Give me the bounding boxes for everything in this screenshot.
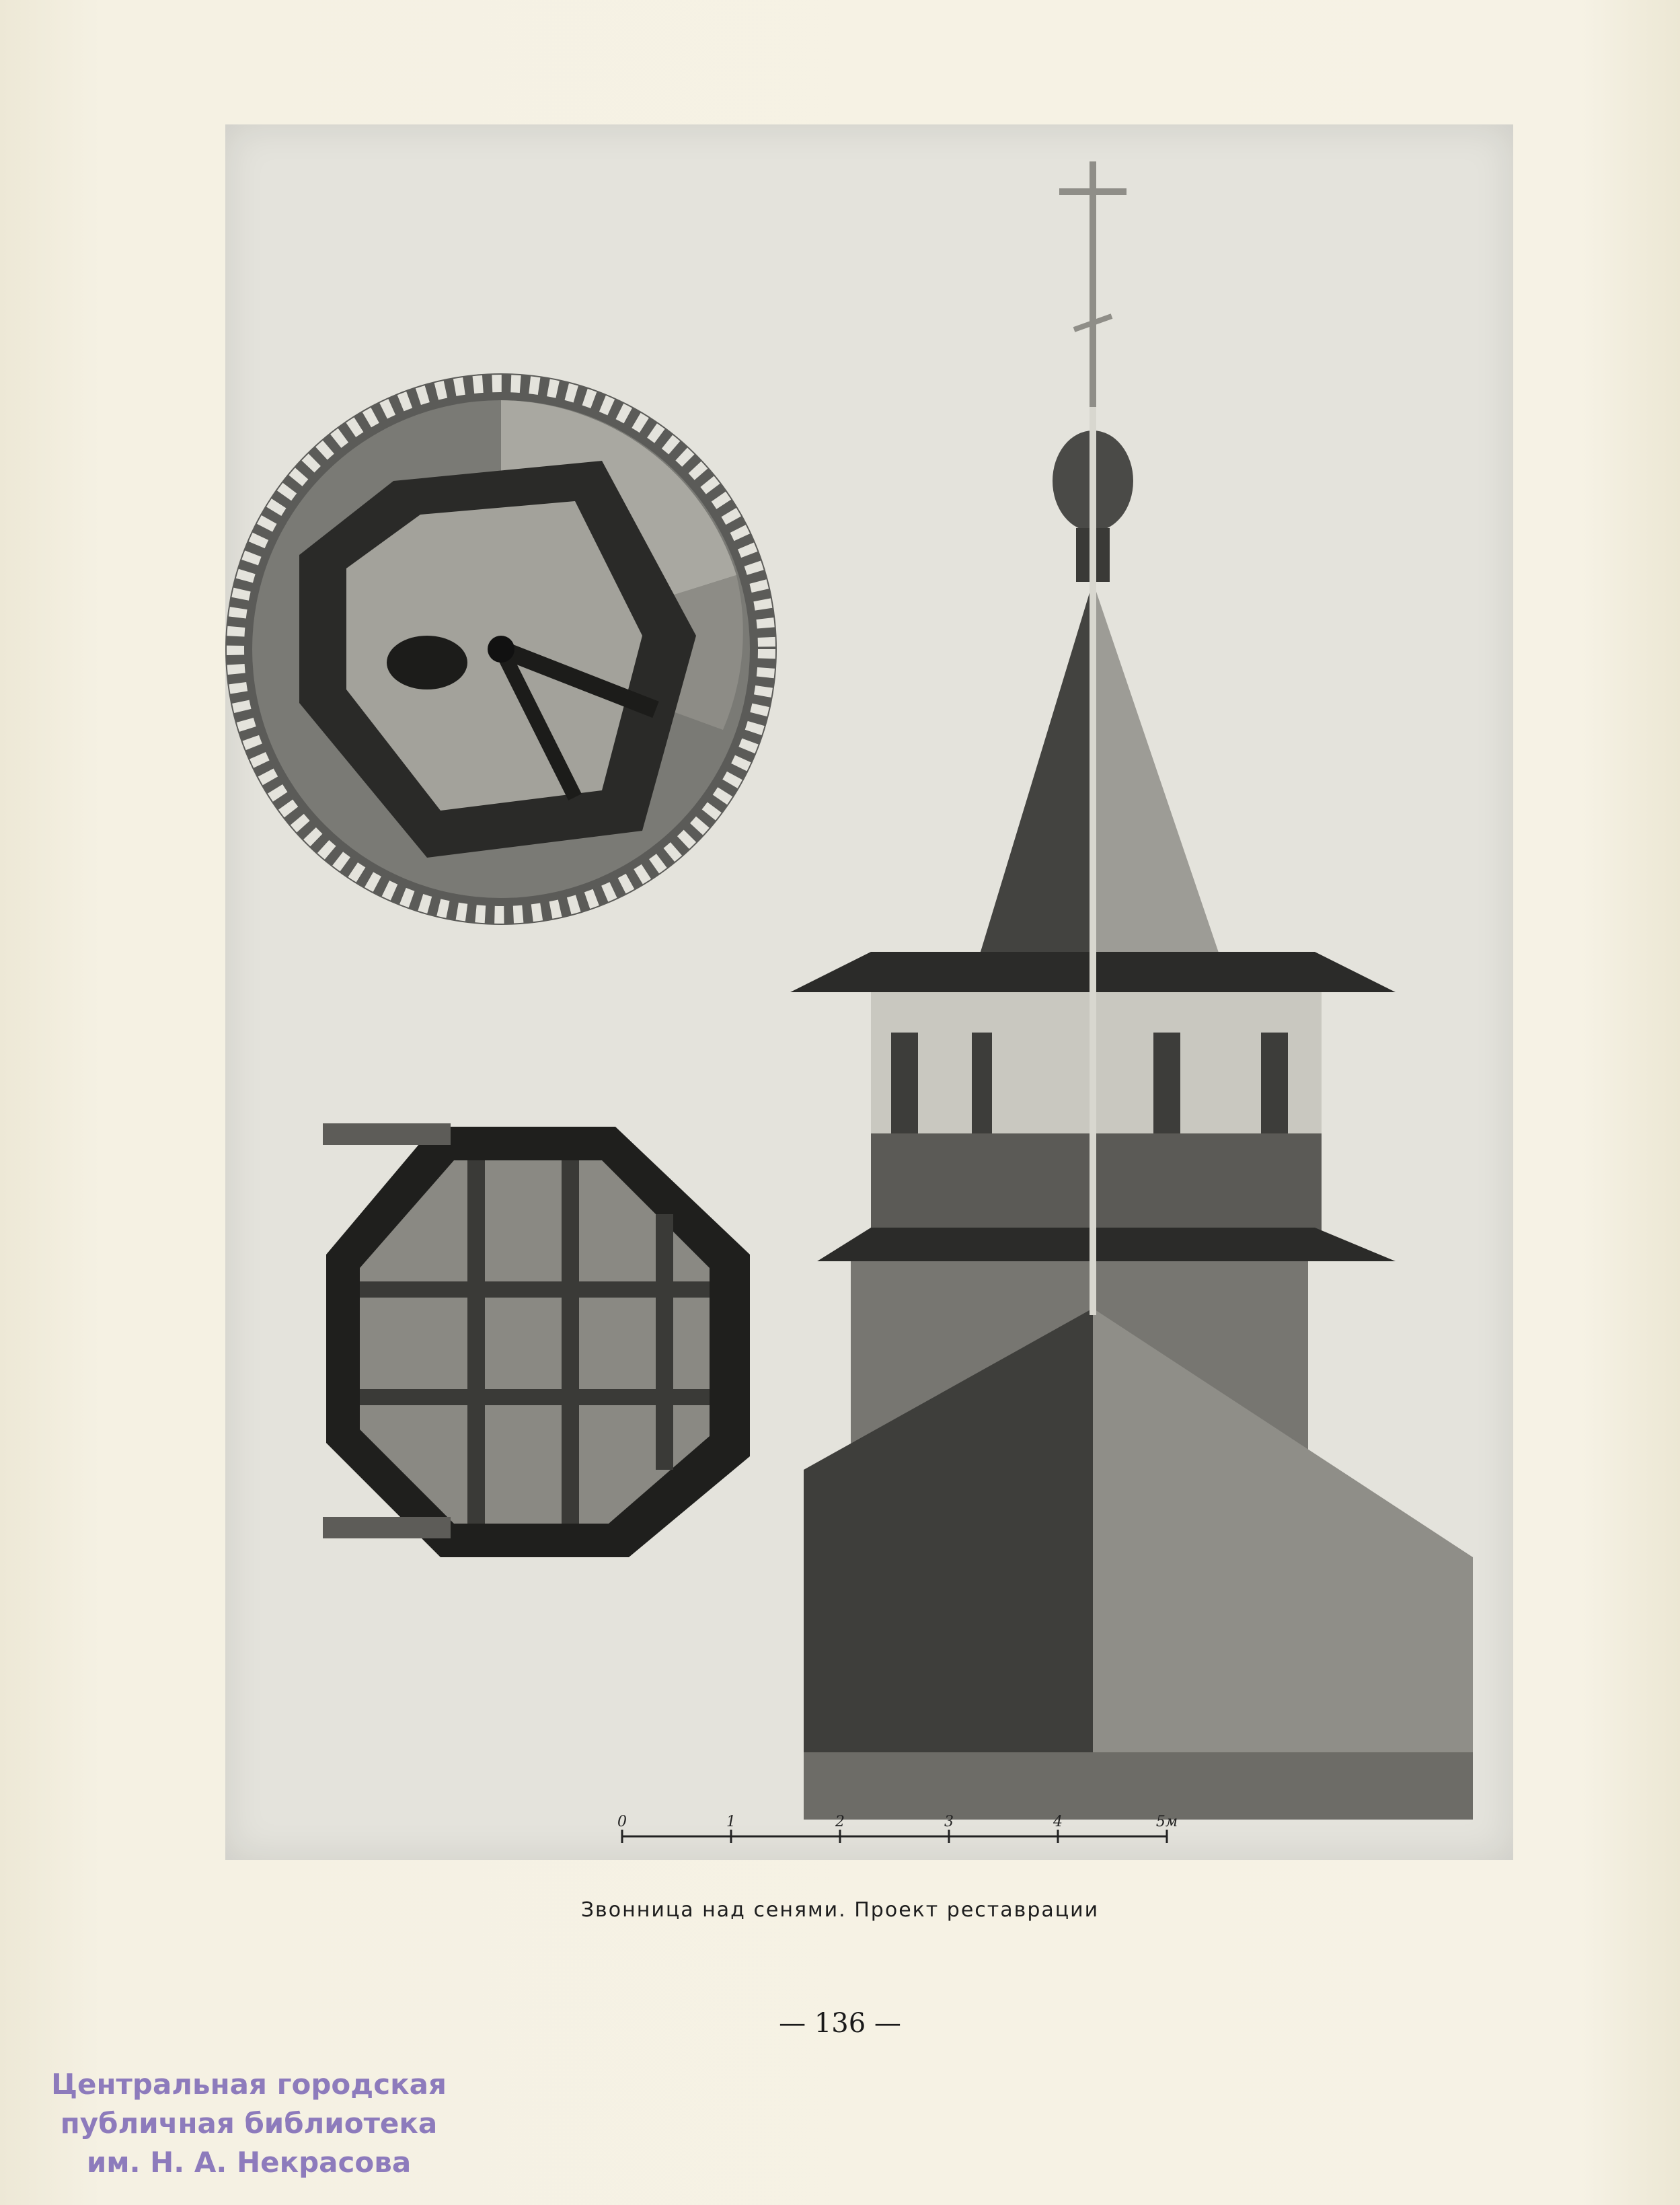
stamp-line-2: публичная библиотека (60, 2107, 438, 2140)
scale-tick-0: 0 (617, 1814, 627, 1830)
stamp-line-1: Центральная городская (51, 2068, 447, 2101)
page-number: — 136 — (779, 2008, 901, 2039)
roof-plan-drawing (225, 373, 777, 925)
scale-tick-5: 5м (1155, 1814, 1178, 1830)
illustration-plate (225, 124, 1513, 1860)
library-stamp (47, 2065, 451, 2182)
stamp-line-3: им. Н. А. Некрасова (86, 2146, 412, 2179)
floor-plan-drawing (323, 1123, 750, 1557)
figure-caption: Звонница над сенями. Проект реставрации (580, 1898, 1100, 1922)
bell-tower-elevation-drawing (790, 161, 1473, 1820)
scale-tick-3: 3 (944, 1814, 954, 1830)
scale-tick-4: 4 (1053, 1814, 1063, 1830)
scale-tick-1: 1 (726, 1814, 736, 1830)
scale-tick-2: 2 (835, 1814, 845, 1830)
